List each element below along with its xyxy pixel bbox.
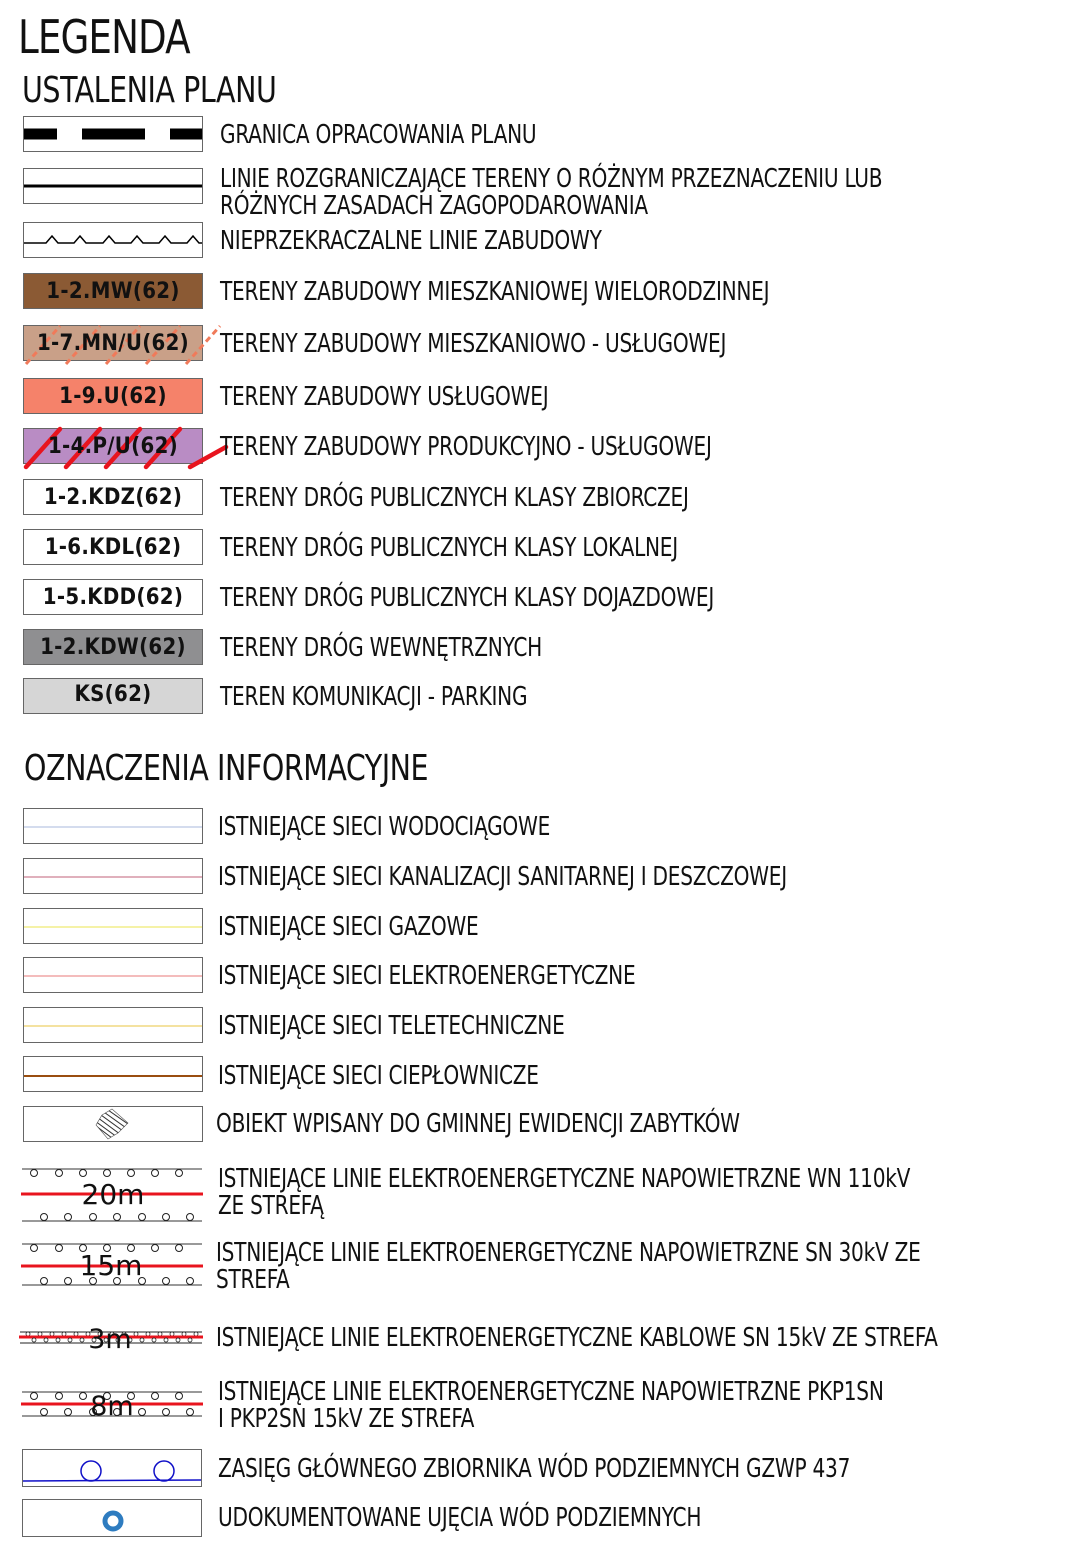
telecom-network-line-icon [23, 1007, 203, 1043]
legend-label: OBIEKT WPISANY DO GMINNEJ EWIDENCJI ZABYTKÓW [216, 1109, 740, 1139]
zone-code: 1-9.U(62) [59, 383, 167, 409]
legend-label: TERENY ZABUDOWY PRODUKCYJNO - USŁUGOWEJ [220, 432, 712, 462]
legend-label: ISTNIEJĄCE SIECI KANALIZACJI SANITARNEJ I DESZCZOWEJ [218, 862, 787, 892]
power-line-zone-15m-icon [18, 1238, 204, 1298]
legend-label: ISTNIEJĄCE SIECI TELETECHNICZNE [218, 1011, 565, 1041]
zone-width-label: 20m [81, 1178, 145, 1211]
legend-label: TERENY DRÓG PUBLICZNYCH KLASY LOKALNEJ [220, 533, 678, 563]
zone-swatch-mnu-icon [23, 325, 203, 361]
power-network-line-icon [23, 957, 203, 993]
power-line-zone-20m-icon [18, 1160, 204, 1220]
section-heading-plan: USTALENIA PLANU [22, 70, 277, 111]
legend-label: TERENY ZABUDOWY USŁUGOWEJ [220, 382, 549, 412]
zone-swatch-kdl-icon [23, 529, 203, 565]
sewer-network-line-icon [23, 858, 203, 894]
legend-label-line1: ISTNIEJĄCE LINIE ELEKTROENERGETYCZNE NAPOWIETRZNE PKP1SN [218, 1377, 884, 1407]
heating-network-line-icon [23, 1056, 203, 1092]
water-network-line-icon [23, 808, 203, 844]
legend-label: ISTNIEJĄCE SIECI CIEPŁOWNICZE [218, 1061, 539, 1091]
legend-label: ISTNIEJĄCE SIECI WODOCIĄGOWE [218, 812, 551, 842]
solid-dividing-line-icon [23, 168, 203, 204]
legend-label-line2: ZE STREFĄ [218, 1191, 324, 1221]
legend-label-line1: ISTNIEJĄCE LINIE ELEKTROENERGETYCZNE NAPOWIETRZNE WN 110kV [218, 1164, 911, 1194]
legend-label: TERENY ZABUDOWY MIESZKANIOWEJ WIELORODZINNEJ [220, 277, 770, 307]
power-line-zone-3m-icon [18, 1318, 204, 1378]
zone-swatch-u-icon [23, 378, 203, 414]
zone-code: 1-6.KDL(62) [44, 534, 182, 560]
zone-width-label: 3m [88, 1324, 132, 1355]
power-line-zone-8m-icon [18, 1382, 204, 1442]
legend-title: LEGENDA [18, 10, 190, 64]
zone-code: 1-5.KDD(62) [42, 584, 184, 610]
zone-swatch-kdd-icon [23, 579, 203, 615]
zone-swatch-mw-icon [23, 273, 203, 309]
zone-code: 1-7.MN/U(62) [36, 330, 190, 356]
legend-label: TERENY ZABUDOWY MIESZKANIOWO - USŁUGOWEJ [220, 329, 727, 359]
legend-label: TERENY DRÓG WEWNĘTRZNYCH [220, 633, 543, 663]
zone-swatch-pu-icon [23, 428, 203, 464]
section-heading-info: OZNACZENIA INFORMACYJNE [24, 748, 429, 789]
gas-network-line-icon [23, 908, 203, 944]
zone-code: 1-2.KDW(62) [40, 634, 186, 660]
water-intake-icon [22, 1499, 202, 1537]
legend-label-line2: RÓŻNYCH ZASADACH ZAGOPODAROWANIA [220, 191, 648, 221]
aquifer-boundary-icon [22, 1449, 202, 1487]
triangle-building-line-icon [23, 222, 203, 258]
zone-code: 1-4.P/U(62) [47, 433, 178, 459]
legend-label: ZASIĘG GŁÓWNEGO ZBIORNIKA WÓD PODZIEMNYCH GZWP 437 [218, 1454, 851, 1484]
legend-label: ISTNIEJĄCE SIECI GAZOWE [218, 912, 479, 942]
legend-label: UDOKUMENTOWANE UJĘCIA WÓD PODZIEMNYCH [218, 1503, 702, 1533]
zone-swatch-kdw-icon [23, 629, 203, 665]
zone-swatch-kdz-icon [23, 479, 203, 515]
zone-swatch-ks-icon [23, 678, 203, 714]
legend-label: ISTNIEJĄCE SIECI ELEKTROENERGETYCZNE [218, 961, 636, 991]
legend-label-line2: I PKP2SN 15kV ZE STREFA [218, 1404, 475, 1434]
legend-label: NIEPRZEKRACZALNE LINIE ZABUDOWY [220, 226, 602, 256]
zone-code: 1-2.KDZ(62) [43, 484, 183, 510]
zone-code: 1-2.MW(62) [46, 278, 180, 304]
legend-label-line2: STREFA [216, 1265, 290, 1295]
legend-label: TEREN KOMUNIKACJI - PARKING [220, 682, 528, 712]
monument-hatch-icon [23, 1106, 203, 1142]
legend-label-line1: LINIE ROZGRANICZAJĄCE TERENY O RÓŻNYM PRZEZNACZENIU LUB [220, 164, 883, 194]
legend-label: GRANICA OPRACOWANIA PLANU [220, 120, 537, 150]
zone-width-label: 15m [79, 1249, 143, 1282]
dashed-boundary-line-icon [23, 116, 203, 152]
legend-label-line1: ISTNIEJĄCE LINIE ELEKTROENERGETYCZNE NAPOWIETRZNE SN 30kV ZE [216, 1238, 921, 1268]
zone-width-label: 8m [90, 1391, 134, 1422]
zone-code: KS(62) [74, 681, 152, 707]
legend-label: TERENY DRÓG PUBLICZNYCH KLASY ZBIORCZEJ [220, 483, 689, 513]
legend-label: ISTNIEJĄCE LINIE ELEKTROENERGETYCZNE KABLOWE SN 15kV ZE STREFA [216, 1323, 938, 1353]
legend-label: TERENY DRÓG PUBLICZNYCH KLASY DOJAZDOWEJ [220, 583, 715, 613]
